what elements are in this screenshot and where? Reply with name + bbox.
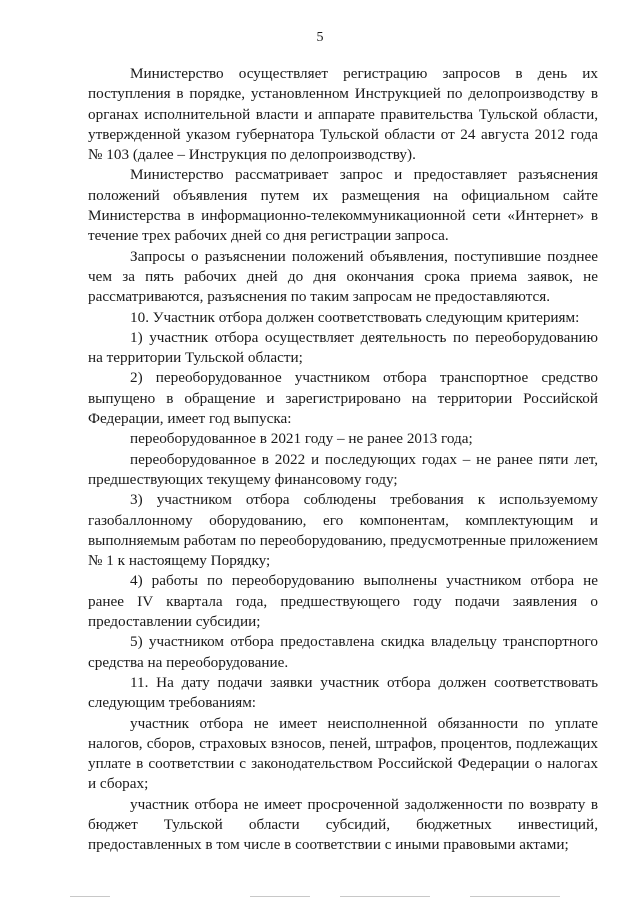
paragraph-clarifications: Министерство рассматривает запрос и предоставляет разъяснения положений объявления путем их размещения на официальном сайте Министерства в информационно-телекоммуникационной сети «Интернет» в течение трех рабочих дней со дня регистрации запроса. (88, 166, 598, 245)
paragraph-registration: Министерство осуществляет регистрацию запросов в день их поступления в порядке, установленном Инструкцией по делопроизводству в органах исполнительной власти и аппарате правительства Тульской области, утвержденной указом губернатора Тульской области от 24 августа 2012 года № 103 (далее – Инструкция по делопроизводству). (88, 65, 598, 164)
document-body (88, 64, 598, 856)
paragraph-criteria-heading: 10. Участник отбора должен соответствовать следующим критериям: (130, 308, 580, 326)
paragraph-criterion-2-year-2022: переоборудованное в 2022 и последующих годах – не ранее пяти лет, предшествующих текущему финансовому году; (88, 450, 598, 488)
paragraph-criterion-4: 4) работы по переоборудованию выполнены участником отбора не ранее IV квартала года, предшествующего году подачи заявления о предоставлении субсидии; (88, 572, 598, 631)
paragraph-requirements-heading: 11. На дату подачи заявки участник отбора должен соответствовать следующим требованиям: (88, 673, 598, 712)
paragraph-late-requests: Запросы о разъяснении положений объявления, поступившие позднее чем за пять рабочих дней до дня окончания срока приема заявок, не рассматриваются, разъяснения по таким запросам не предоставляются. (88, 247, 598, 306)
paragraph-criterion-1: 1) участник отбора осуществляет деятельность по переоборудованию на территории Тульской области; (88, 328, 598, 367)
scan-edge-mark (340, 896, 430, 897)
paragraph-criterion-2: 2) переоборудованное участником отбора транспортное средство выпущено в обращение и зарегистрировано на территории Российской Федерации, имеет год выпуска: (88, 369, 598, 428)
paragraph-criterion-5: 5) участником отбора предоставлена скидка владельцу транспортного средства на переоборудование. (88, 633, 598, 671)
paragraph-requirement-debt: участник отбора не имеет просроченной задолженности по возврату в бюджет Тульской области субсидий, бюджетных инвестиций, предоставленных в том числе в соответствии с иными правовыми актами; (88, 795, 598, 854)
scan-edge-mark (250, 896, 310, 897)
page-number: 5 (316, 30, 324, 45)
scan-edge-mark (470, 896, 560, 897)
paragraph-requirement-taxes: участник отбора не имеет неисполненной обязанности по уплате налогов, сборов, страховых взносов, пеней, штрафов, процентов, подлежащих уплате в соответствии с законодательством Российской Федерации о налогах и сборах; (88, 714, 598, 793)
paragraph-criterion-2-year-2021: переоборудованное в 2021 году – не ранее 2013 года; (130, 430, 473, 448)
scan-edge-mark (70, 896, 110, 897)
paragraph-criterion-3: 3) участником отбора соблюдены требования к используемому газобаллонному оборудованию, его компонентам, комплектующим и выполняемым работам по переоборудованию, предусмотренные приложением № 1 к настоящему Порядку; (88, 491, 598, 570)
